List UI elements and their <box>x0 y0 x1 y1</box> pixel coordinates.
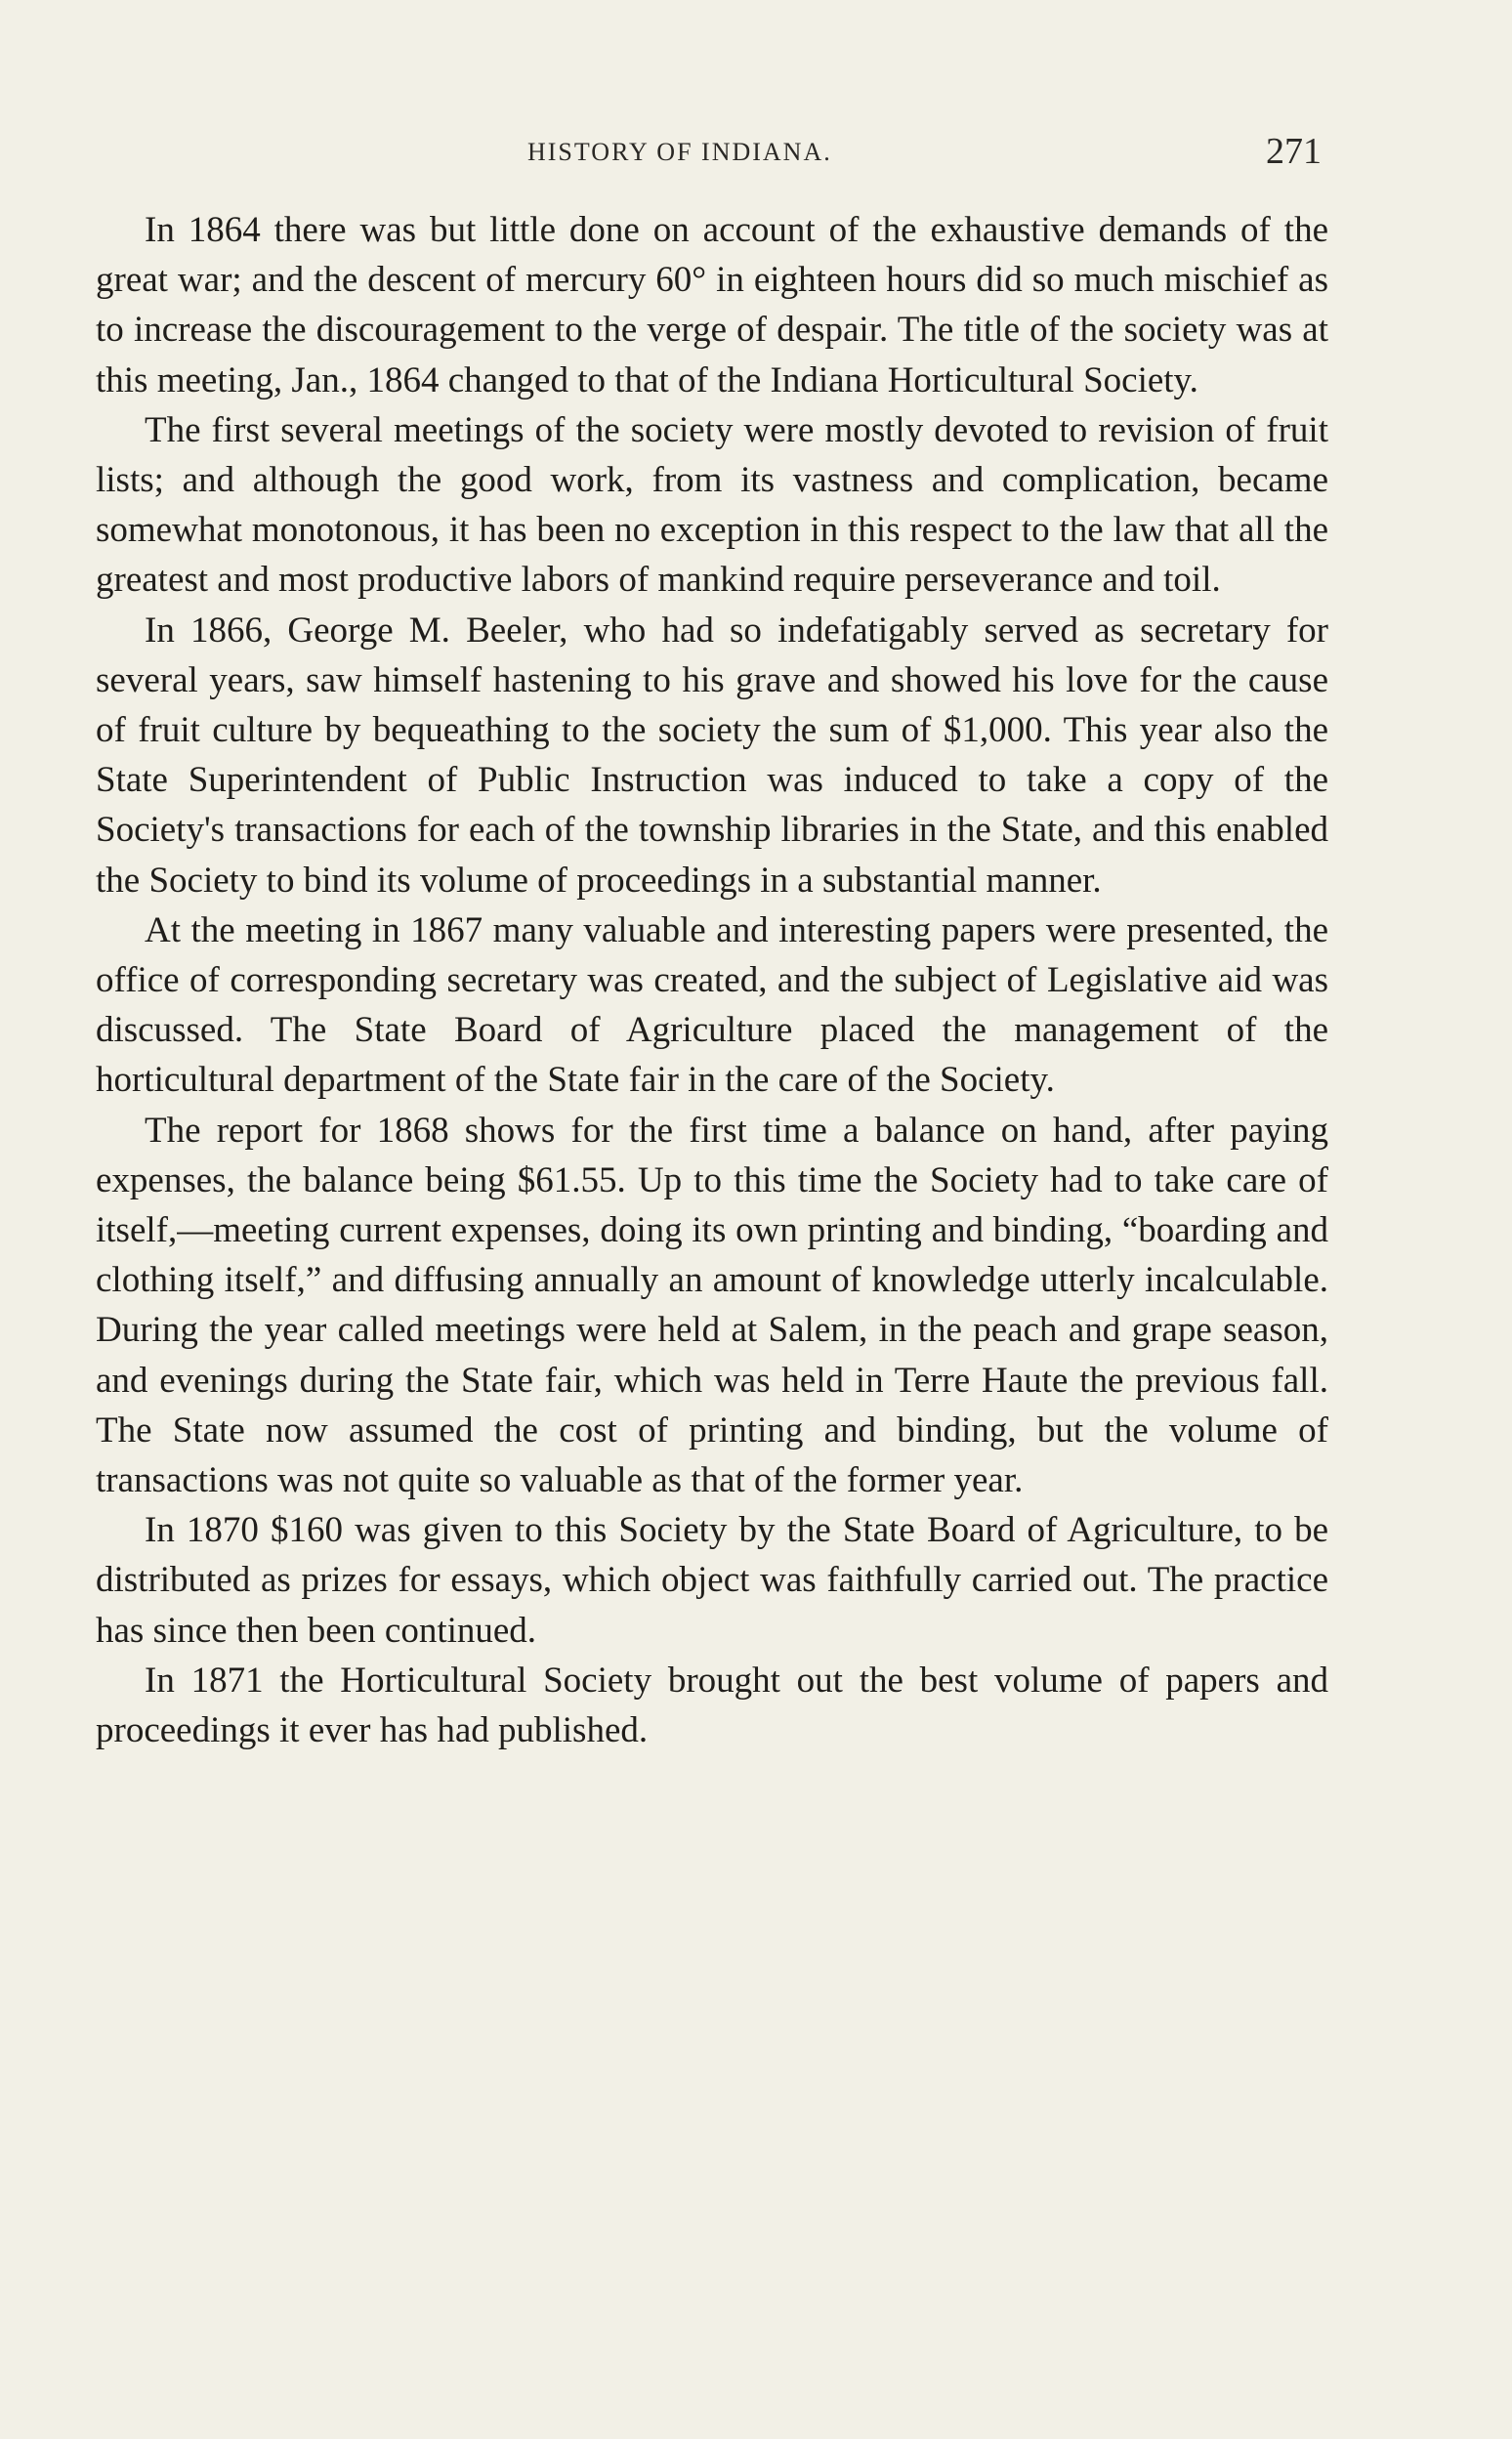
paragraph-fruit-lists: The first several meetings of the society were mostly devoted to revision of fruit lists; and although the good work, from its vastness and complication, became somewhat monotonous, it has been no exception in this respect to the law that all the greatest and most productive labors of mankind require perseverance and toil. <box>96 409 1328 601</box>
paragraph-1871: In 1871 the Horticultural Society brought out the best volume of papers and proceedings it ever has had published. <box>96 1660 1328 1751</box>
paragraph-1870: In 1870 $160 was given to this Society by the State Board of Agriculture, to be distributed as prizes for essays, which object was faithfully carried out. The practice has since then been continued. <box>96 1510 1328 1651</box>
page-number: 271 <box>1266 131 1322 172</box>
paragraph-1866: In 1866, George M. Beeler, who had so indefatigably served as secretary for several years, saw himself hastening to his grave and showed his love for the cause of fruit culture by bequeathing to the society the sum of $1,000. This year also the State Superintendent of Public Instruction was induced to take a copy of the Society's transactions for each of the township libraries in the State, and this enabled the Society to bind its volume of proceedings in a substantial manner. <box>96 610 1328 901</box>
body-text <box>96 205 1328 1755</box>
paragraph-1867: At the meeting in 1867 many valuable and interesting papers were presented, the office of corresponding secretary was created, and the subject of Legislative aid was discussed. The State Board of Agriculture placed the management of the horticultural department of the State fair in the care of the Society. <box>96 909 1328 1101</box>
running-head <box>0 130 1512 179</box>
paragraph-1868: The report for 1868 shows for the first time a balance on hand, after paying expenses, the balance being $61.55. Up to this time the Society had to take care of itself,—meeting current expenses, doing its own printing and binding, “boarding and clothing itself,” and diffusing annually an amount of knowledge utterly incalculable. During the year called meetings were held at Salem, in the peach and grape season, and evenings during the State fair, which was held in Terre Haute the previous fall. The State now assumed the cost of printing and binding, but the volume of transactions was not quite so valuable as that of the former year. <box>96 1110 1328 1501</box>
paragraph-1864: In 1864 there was but little done on account of the exhaustive demands of the great war; and the descent of mercury 60° in eighteen hours did so much mischief as to increase the discouragement to the verge of despair. The title of the society was at this meeting, Jan., 1864 changed to that of the Indiana Horticultural Society. <box>96 210 1328 400</box>
running-title: HISTORY OF INDIANA. <box>527 138 832 166</box>
